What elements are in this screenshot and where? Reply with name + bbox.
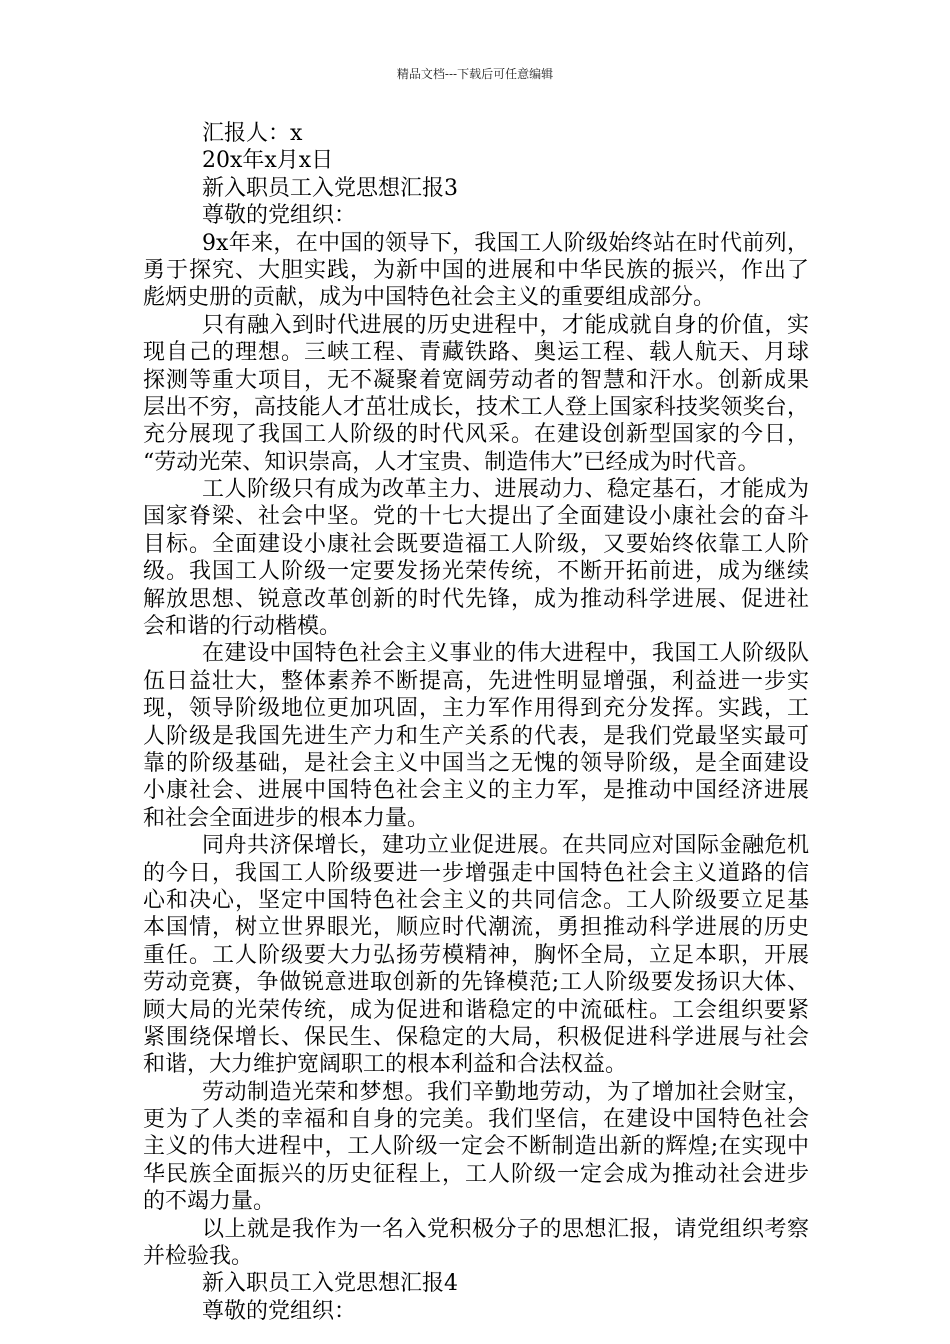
text-line: 更为了人类的幸福和自身的完美。我们坚信，在建设中国特色社会 [143,1107,809,1133]
text-line: 紧围绕保增长、保民生、保稳定的大局，积极促进科学进展与社会 [143,1024,809,1050]
text-line: 重任。工人阶级要大力弘扬劳模精神，胸怀全局，立足本职，开展 [143,942,809,968]
text-line: 劳动竞赛，争做锐意进取创新的先锋模范;工人阶级要发扬识大体、 [143,970,809,996]
text-line: 和谐，大力维护宽阔职工的根本利益和合法权益。 [143,1052,628,1078]
text-line: 级。我国工人阶级一定要发扬光荣传统，不断开拓前进，成为继续 [143,559,809,585]
text-line: 人阶级是我国先进生产力和生产关系的代表，是我们党最坚实最可 [143,723,809,749]
text-line: 国家脊梁、社会中坚。党的十七大提出了全面建设小康社会的奋斗 [143,504,809,530]
text-line: 充分展现了我国工人阶级的时代风采。在建设创新型国家的今日， [143,422,809,448]
text-line: 探测等重大项目，无不凝聚着宽阔劳动者的智慧和汗水。创新成果 [143,367,809,393]
text-line: 华民族全面振兴的历史征程上，工人阶级一定会成为推动社会进步 [143,1161,809,1187]
text-line: 以上就是我作为一名入党积极分子的思想汇报，请党组织考察 [202,1216,809,1242]
text-line: 现自己的理想。三峡工程、青藏铁路、奥运工程、载人航天、月球 [143,340,809,366]
text-line: 新入职员工入党思想汇报3 [202,175,458,201]
text-line: 小康社会、进展中国特色社会主义的主力军，是推动中国经济进展 [143,778,809,804]
text-line: 伍日益壮大，整体素养不断提高，先进性明显增强，利益进一步实 [143,668,809,694]
text-line: 汇报人：x [202,121,303,146]
text-line: 本国情，树立世界眼光，顺应时代潮流，勇担推动科学进展的历史 [143,915,809,941]
text-line: 尊敬的党组织： [202,203,357,229]
text-line: 靠的阶级基础，是社会主义中国当之无愧的领导阶级，是全面建设 [143,750,809,776]
text-line: 主义的伟大进程中，工人阶级一定会不断制造出新的辉煌;在实现中 [143,1134,809,1160]
text-line: 现，领导阶级地位更加巩固，主力军作用得到充分发挥。实践，工 [143,696,809,722]
text-line: 在建设中国特色社会主义事业的伟大进程中，我国工人阶级队 [202,641,809,667]
text-line: 心和决心，坚定中国特色社会主义的共同信念。工人阶级要立足基 [143,887,809,913]
text-line: 20x年x月x日 [202,148,334,174]
text-line: 解放思想、锐意改革创新的时代先锋，成为推动科学进展、促进社 [143,586,809,612]
text-line: “劳动光荣、知识崇高，人才宝贵、制造伟大”已经成为时代音。 [143,449,760,475]
text-line: 顾大局的光荣传统，成为促进和谐稳定的中流砥柱。工会组织要紧 [143,997,809,1023]
text-line: 层出不穷，高技能人才茁壮成长，技术工人登上国家科技奖领奖台， [143,394,809,420]
text-line: 彪炳史册的贡献，成为中国特色社会主义的重要组成部分。 [143,285,716,311]
text-line: 会和谐的行动楷模。 [143,614,342,640]
text-line: 工人阶级只有成为改革主力、进展动力、稳定基石，才能成为 [202,477,809,503]
text-line: 劳动制造光荣和梦想。我们辛勤地劳动，为了增加社会财宝， [202,1079,809,1105]
text-line: 勇于探究、大胆实践，为新中国的进展和中华民族的振兴，作出了 [143,257,809,283]
text-line: 同舟共济保增长，建功立业促进展。在共同应对国际金融危机 [202,833,809,859]
text-line: 的不竭力量。 [143,1189,276,1215]
text-line: 和社会全面进步的根本力量。 [143,805,430,831]
document-body [143,120,809,1325]
text-line: 9x年来，在中国的领导下，我国工人阶级始终站在时代前列， [202,230,809,256]
text-line: 尊敬的党组织： [202,1298,357,1324]
page-header: 精品文档---下载后可任意编辑 [396,67,554,81]
text-line: 并检验我。 [143,1244,254,1270]
text-line: 的今日，我国工人阶级要进一步增强走中国特色社会主义道路的信 [143,860,809,886]
text-line: 新入职员工入党思想汇报4 [202,1271,458,1297]
text-line: 只有融入到时代进展的历史进程中，才能成就自身的价值，实 [202,312,809,338]
text-line: 目标。全面建设小康社会既要造福工人阶级，又要始终依靠工人阶 [143,531,809,557]
